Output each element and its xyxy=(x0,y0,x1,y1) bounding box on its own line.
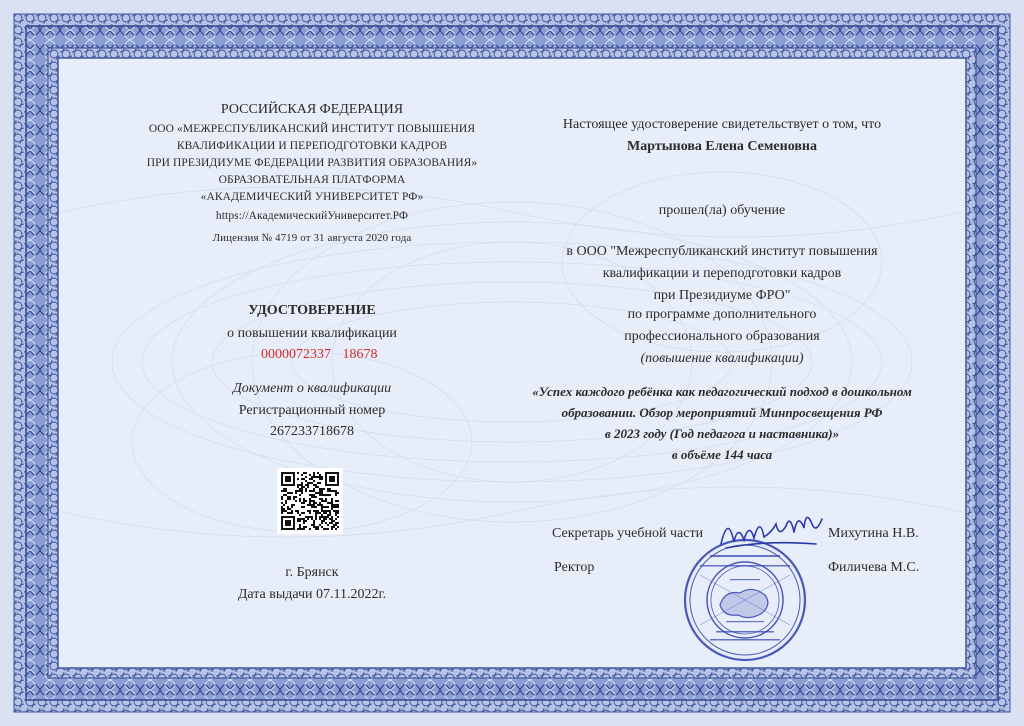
city: г. Брянск xyxy=(285,565,339,580)
doc-subtitle: о повышении квалификации xyxy=(227,326,397,341)
institute-line-3: ПРИ ПРЕЗИДИУМЕ ФЕДЕРАЦИИ РАЗВИТИЯ ОБРАЗОВАНИЯ» xyxy=(146,157,478,169)
issue-date: Дата выдачи 07.11.2022г. xyxy=(237,587,387,602)
reg-label: Регистрационный номер xyxy=(238,403,386,418)
doc-series: 0000072337 xyxy=(261,347,331,362)
course-line-3: в 2023 году (Год педагога и наставника)» xyxy=(604,426,840,441)
completed-text: прошел(ла) обучение xyxy=(658,203,786,218)
org-line-2: квалификации и переподготовки кадров xyxy=(602,266,842,281)
certificate-body xyxy=(62,62,962,664)
handwritten-signature xyxy=(716,504,826,559)
institute-line-1: ООО «МЕЖРЕСПУБЛИКАНСКИЙ ИНСТИТУТ ПОВЫШЕНИЯ xyxy=(148,123,476,135)
institute-line-4: ОБРАЗОВАТЕЛЬНАЯ ПЛАТФОРМА xyxy=(218,174,406,186)
country-heading: РОССИЙСКАЯ ФЕДЕРАЦИЯ xyxy=(220,102,404,117)
course-line-1: «Успех каждого ребёнка как педагогический подход в дошкольном xyxy=(532,384,912,399)
program-type: (повышение квалификации) xyxy=(640,351,804,366)
course-volume: в объёме 144 часа xyxy=(671,447,773,462)
org-line-1: в ООО "Межреспубликанский институт повышения xyxy=(566,244,878,259)
doc-number: 18678 xyxy=(342,347,378,362)
institute-line-5: «АКАДЕМИЧЕСКИЙ УНИВЕРСИТЕТ РФ» xyxy=(200,191,424,203)
course-line-2: образовании. Обзор мероприятий Минпросвещения РФ xyxy=(561,405,883,420)
org-line-4: по программе дополнительного xyxy=(627,307,817,322)
rector-title: Ректор xyxy=(554,560,595,575)
secretary-name: Михутина Н.В. xyxy=(828,526,919,541)
intro-text: Настоящее удостоверение свидетельствует о том, что xyxy=(562,117,882,132)
license: Лицензия № 4719 от 31 августа 2020 года xyxy=(212,232,412,244)
doc-type: Документ о квалификации xyxy=(232,381,392,396)
org-line-3: при Президиуме ФРО" xyxy=(653,288,791,303)
rector-name: Филичева М.С. xyxy=(828,560,920,575)
reg-number: 267233718678 xyxy=(270,424,354,439)
doc-title: УДОСТОВЕРЕНИЕ xyxy=(248,303,376,318)
secretary-title: Секретарь учебной части xyxy=(552,526,704,541)
institute-line-2: КВАЛИФИКАЦИИ И ПЕРЕПОДГОТОВКИ КАДРОВ xyxy=(176,140,448,152)
qr-code xyxy=(277,468,343,534)
org-line-5: профессионального образования xyxy=(624,329,820,344)
website: https://АкадемическийУниверситет.РФ xyxy=(215,210,409,222)
recipient-name: Мартынова Елена Семеновна xyxy=(627,139,817,154)
